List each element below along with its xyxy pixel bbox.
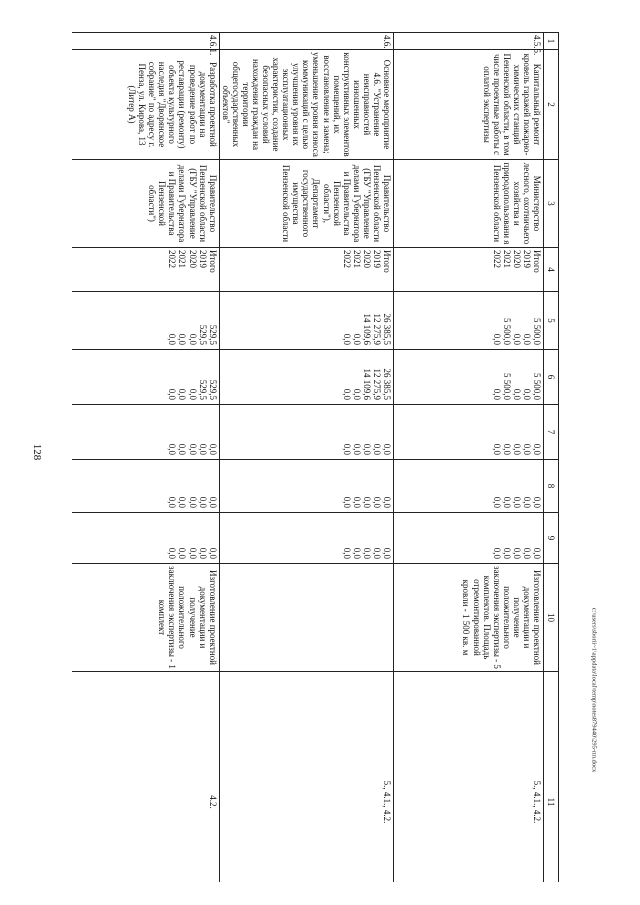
funding-value: 0,0 bbox=[371, 443, 382, 455]
funding-cell-col5 bbox=[219, 292, 393, 350]
funding-value: 0,0 bbox=[187, 333, 198, 345]
measure-name: Капитальный ремонт кровель гаражей пожарно-химических станций Пензенской области, в том числе проектные работы с оплатой экспертизы bbox=[394, 50, 544, 160]
column-header-8: 8 bbox=[544, 460, 559, 513]
funding-value: 0,0 bbox=[177, 388, 188, 400]
funding-cell-col8 bbox=[219, 460, 393, 513]
page-number: 128 bbox=[31, 443, 43, 461]
year-value: 2021 bbox=[351, 250, 362, 268]
funding-value: 0,0 bbox=[371, 547, 382, 559]
funding-value: 5 500,0 bbox=[501, 373, 512, 400]
column-header-3: 3 bbox=[544, 160, 559, 248]
funding-value: 0,0 bbox=[491, 333, 502, 345]
funding-value: 0,0 bbox=[491, 388, 502, 400]
funding-value: 26 385,5 bbox=[382, 368, 392, 400]
funding-cell-col9 bbox=[72, 513, 219, 564]
funding-value: 0,0 bbox=[382, 443, 392, 455]
funding-value: 5 500,0 bbox=[501, 318, 512, 345]
table-row bbox=[219, 33, 393, 883]
funding-cell-col9 bbox=[219, 513, 393, 564]
year-value: 2022 bbox=[167, 250, 178, 268]
table-row bbox=[72, 33, 219, 883]
funding-value: 0,0 bbox=[187, 443, 198, 455]
funding-value: 0,0 bbox=[341, 443, 352, 455]
funding-cell-col5 bbox=[72, 292, 219, 350]
funding-value: 0,0 bbox=[207, 443, 218, 455]
funding-value: 0,0 bbox=[341, 388, 352, 400]
funding-value: 0,0 bbox=[491, 547, 502, 559]
column-header-2: 2 bbox=[544, 50, 559, 160]
column-header-6: 6 bbox=[544, 350, 559, 405]
funding-cell-col5 bbox=[394, 292, 544, 350]
funding-value: 14 109,6 bbox=[361, 368, 372, 400]
indicator-reference: 5., 4.1., 4.2. bbox=[219, 672, 393, 883]
funding-value: 0,0 bbox=[351, 388, 362, 400]
row-number: 4.5.5. bbox=[394, 33, 544, 50]
funding-value: 0,0 bbox=[511, 496, 522, 508]
year-value: Итого bbox=[532, 250, 542, 273]
year-value: Итого bbox=[207, 250, 218, 273]
funding-value: 0,0 bbox=[532, 547, 542, 559]
measure-name: Разработка проектной документации на проведение работ по реставрации (ремонту) объекта культурного наследия "Дворянское собрание" по адресу г. Пенза, ул. Кирова, 13 (Литер А) bbox=[72, 50, 219, 160]
funding-value: 529,5 bbox=[207, 379, 218, 400]
expected-result bbox=[219, 564, 393, 672]
column-header-4: 4 bbox=[544, 248, 559, 292]
funding-value: 0,0 bbox=[177, 496, 188, 508]
expected-result: Изготовление проектной документации и получение положительного заключения экспертизы - 1 комплект bbox=[72, 564, 219, 672]
column-header-row bbox=[544, 33, 559, 883]
expected-result: Изготовление проектной документации и получение положительного заключения экспертизы - 5 комплектов. Площадь отремонтированной кровли - 1 500 кв. м bbox=[394, 564, 544, 672]
funding-value: 0,0 bbox=[532, 496, 542, 508]
year-value: 2019 bbox=[521, 250, 532, 268]
funding-value: 0,0 bbox=[341, 496, 352, 508]
funding-value: 0,0 bbox=[351, 333, 362, 345]
funding-value: 0,0 bbox=[341, 547, 352, 559]
funding-value: 0,0 bbox=[532, 443, 542, 455]
funding-value: 0,0 bbox=[177, 547, 188, 559]
funding-cell-col9 bbox=[394, 513, 544, 564]
year-value: 2021 bbox=[177, 250, 188, 268]
funding-value: 0,0 bbox=[351, 443, 362, 455]
funding-cell-col7 bbox=[219, 405, 393, 460]
funding-value: 0,0 bbox=[361, 547, 372, 559]
year-value: 2020 bbox=[511, 250, 522, 268]
year-value: 2020 bbox=[361, 250, 372, 268]
funding-value: 0,0 bbox=[511, 388, 522, 400]
footer-file-path: c:\users\sborii~1\appdata\local\temp\notes879440\295-пп.docx bbox=[590, 607, 598, 773]
funding-value: 0,0 bbox=[207, 496, 218, 508]
funding-value: 0,0 bbox=[197, 547, 208, 559]
funding-value: 0,0 bbox=[382, 547, 392, 559]
funding-value: 529,5 bbox=[197, 379, 208, 400]
measure-name: Основное мероприятие 4.6. "Устранение неисправностей изношенных конструктивных элементов помещений, их восстановление и замена; уменьшение уровня износа коммуникаций с целью улучшения уровня их эксплуатационных характеристик, создание безопасных условий нахождения граждан на территории общегосударственных объектов" bbox=[219, 50, 393, 160]
funding-value: 0,0 bbox=[167, 333, 178, 345]
funding-value: 0,0 bbox=[361, 496, 372, 508]
funding-value: 0,0 bbox=[511, 547, 522, 559]
year-value: 2022 bbox=[341, 250, 352, 268]
funding-value: 0,0 bbox=[187, 496, 198, 508]
funding-value: 0,0 bbox=[167, 443, 178, 455]
funding-value: 0,0 bbox=[187, 388, 198, 400]
funding-value: 529,5 bbox=[197, 324, 208, 345]
funding-value: 0,0 bbox=[167, 496, 178, 508]
responsible-executor: Министерство лесного, охотничьего хозяйства и природопользовани я Пензенской области bbox=[394, 160, 544, 248]
funding-value: 26 385,5 bbox=[382, 313, 392, 345]
funding-cell-col7 bbox=[394, 405, 544, 460]
table-container bbox=[72, 32, 559, 882]
funding-value: 0,0 bbox=[491, 496, 502, 508]
funding-value: 0,0 bbox=[197, 496, 208, 508]
funding-value: 12 275,9 bbox=[371, 368, 382, 400]
year-value: Итого bbox=[382, 250, 392, 273]
funding-value: 0,0 bbox=[187, 547, 198, 559]
year-value: 2022 bbox=[491, 250, 502, 268]
funding-value: 0,0 bbox=[501, 496, 512, 508]
row-number: 4.6. bbox=[219, 33, 393, 50]
funding-value: 0,0 bbox=[361, 443, 372, 455]
funding-value: 5 500,0 bbox=[532, 318, 542, 345]
funding-value: 0,0 bbox=[521, 333, 532, 345]
table-body bbox=[72, 33, 544, 883]
funding-value: 0,0 bbox=[207, 547, 218, 559]
column-header-10: 10 bbox=[544, 564, 559, 672]
funding-value: 0,0 bbox=[511, 443, 522, 455]
funding-value: 0,0 bbox=[371, 496, 382, 508]
funding-value: 12 275,9 bbox=[371, 313, 382, 345]
column-header-5: 5 bbox=[544, 292, 559, 350]
funding-value: 0,0 bbox=[351, 547, 362, 559]
column-header-7: 7 bbox=[544, 405, 559, 460]
column-header-9: 9 bbox=[544, 513, 559, 564]
funding-value: 529,5 bbox=[207, 324, 218, 345]
responsible-executor: Правительство Пензенской области (ГБУ "Управление делами Губернатора и Правительства Пензенской области") bbox=[72, 160, 219, 248]
funding-cell-col8 bbox=[394, 460, 544, 513]
funding-value: 5 500,0 bbox=[532, 373, 542, 400]
years-cell bbox=[72, 248, 219, 292]
year-value: 2019 bbox=[371, 250, 382, 268]
funding-cell-col6 bbox=[219, 350, 393, 405]
funding-value: 0,0 bbox=[521, 547, 532, 559]
funding-value: 0,0 bbox=[197, 443, 208, 455]
years-cell bbox=[219, 248, 393, 292]
year-value: 2019 bbox=[197, 250, 208, 268]
funding-cell-col6 bbox=[72, 350, 219, 405]
funding-cell-col7 bbox=[72, 405, 219, 460]
funding-value: 0,0 bbox=[341, 333, 352, 345]
year-value: 2021 bbox=[501, 250, 512, 268]
funding-value: 0,0 bbox=[491, 443, 502, 455]
funding-value: 0,0 bbox=[177, 333, 188, 345]
indicator-reference: 5., 4.1., 4.2. bbox=[394, 672, 544, 883]
years-cell bbox=[394, 248, 544, 292]
funding-cell-col6 bbox=[394, 350, 544, 405]
funding-value: 0,0 bbox=[177, 443, 188, 455]
funding-value: 0,0 bbox=[521, 443, 532, 455]
year-value: 2020 bbox=[187, 250, 198, 268]
program-table bbox=[72, 32, 559, 882]
funding-value: 0,0 bbox=[501, 443, 512, 455]
funding-value: 0,0 bbox=[382, 496, 392, 508]
funding-value: 0,0 bbox=[521, 496, 532, 508]
funding-value: 0,0 bbox=[167, 388, 178, 400]
funding-value: 0,0 bbox=[511, 333, 522, 345]
row-number: 4.6.1. bbox=[72, 33, 219, 50]
funding-value: 0,0 bbox=[521, 388, 532, 400]
funding-value: 0,0 bbox=[501, 547, 512, 559]
funding-value: 0,0 bbox=[351, 496, 362, 508]
funding-cell-col8 bbox=[72, 460, 219, 513]
column-header-11: 11 bbox=[544, 672, 559, 883]
responsible-executor: Правительство Пензенской области (ГБУ "Управление делами Губернатора и Правительства Пензенской области"), Департамент государственного имущества Пензенской области bbox=[219, 160, 393, 248]
table-row bbox=[394, 33, 544, 883]
funding-value: 0,0 bbox=[167, 547, 178, 559]
funding-value: 14 109,6 bbox=[361, 313, 372, 345]
indicator-reference: 4.2. bbox=[72, 672, 219, 883]
column-header-1: 1 bbox=[544, 33, 559, 50]
